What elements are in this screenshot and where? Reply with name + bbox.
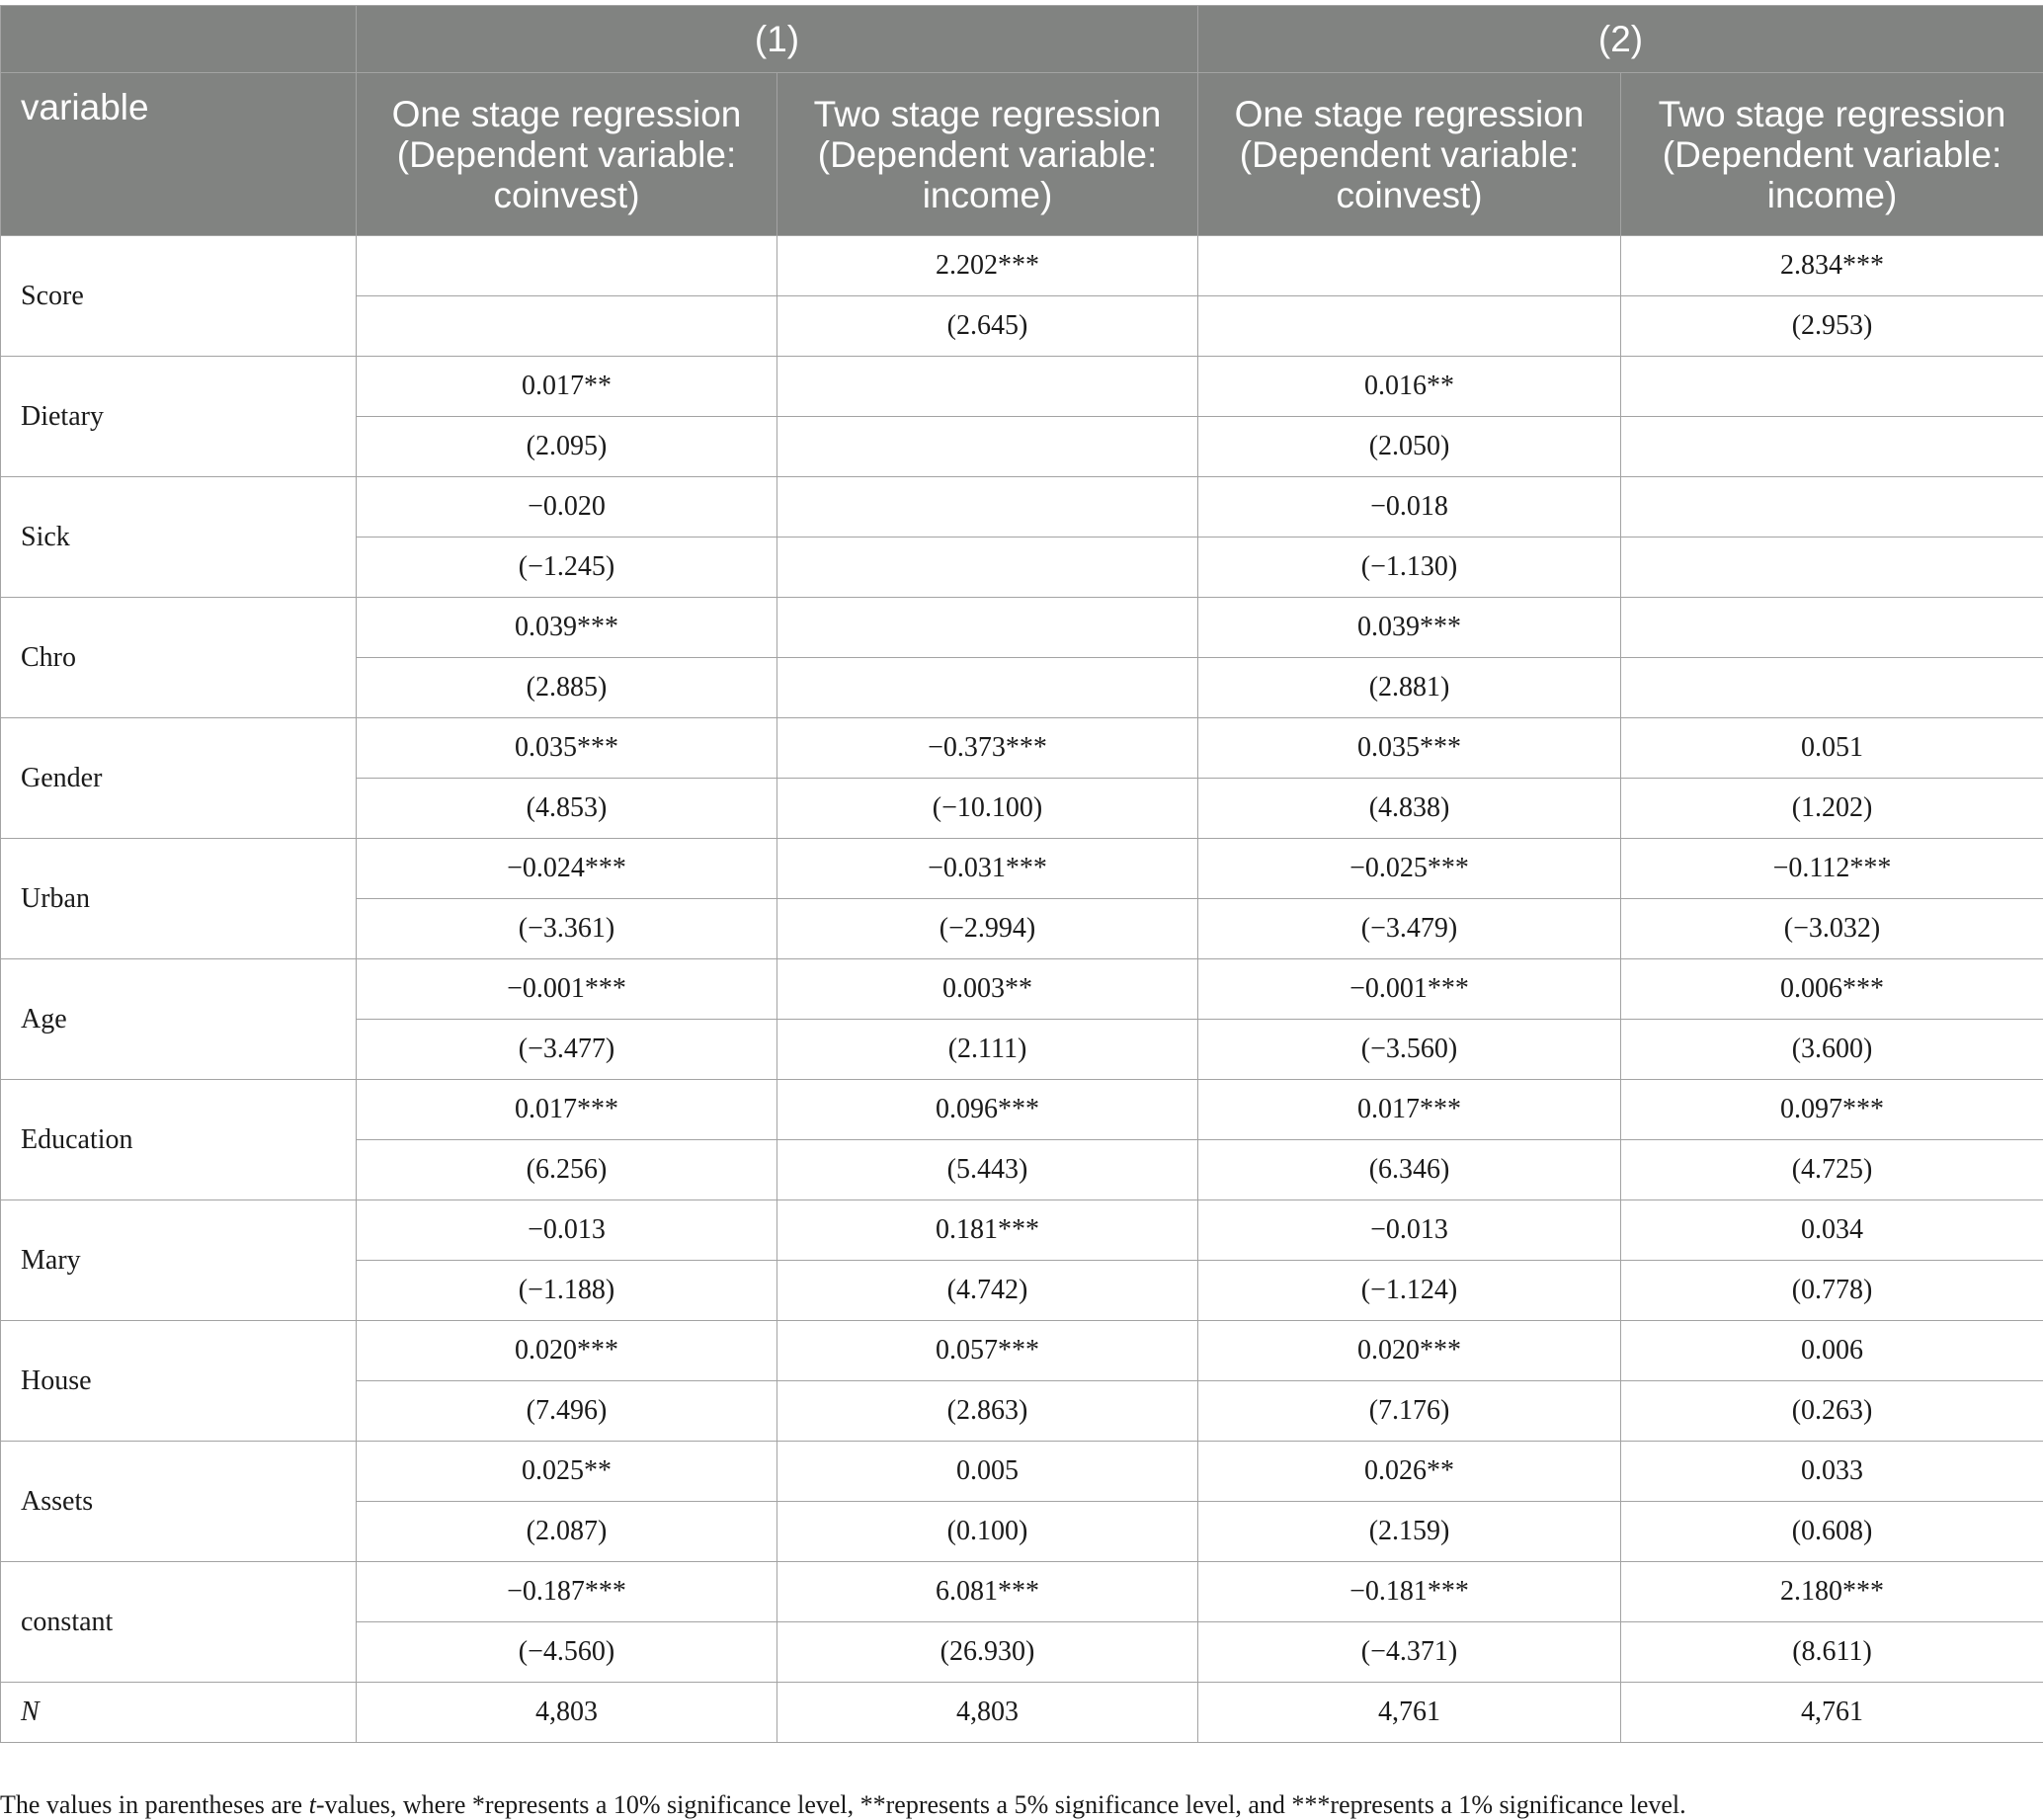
coefficient-cell: 0.026** bbox=[1198, 1442, 1621, 1502]
observations-label: N bbox=[1, 1683, 357, 1743]
row-label: constant bbox=[1, 1562, 357, 1683]
t-value-cell: (−2.994) bbox=[777, 899, 1198, 959]
table-row bbox=[1, 598, 2043, 658]
t-value-cell: (−1.130) bbox=[1198, 538, 1621, 598]
coefficient-cell: 0.003** bbox=[777, 959, 1198, 1020]
coefficient-cell: 0.035*** bbox=[1198, 718, 1621, 779]
t-value-cell bbox=[1198, 296, 1621, 357]
t-value-cell: (−10.100) bbox=[777, 779, 1198, 839]
t-value-cell: (−3.560) bbox=[1198, 1020, 1621, 1080]
coefficient-cell bbox=[357, 236, 777, 296]
table-row bbox=[1, 959, 2043, 1020]
t-value-cell: (2.645) bbox=[777, 296, 1198, 357]
observations-cell: 4,761 bbox=[1198, 1683, 1621, 1743]
t-value-cell: (2.953) bbox=[1621, 296, 2043, 357]
t-value-cell: (4.725) bbox=[1621, 1140, 2043, 1200]
observations-cell: 4,803 bbox=[777, 1683, 1198, 1743]
table-footnote bbox=[0, 1790, 2043, 1820]
table-body bbox=[1, 236, 2043, 1743]
coefficient-cell: 6.081*** bbox=[777, 1562, 1198, 1622]
coefficient-cell: −0.018 bbox=[1198, 477, 1621, 538]
coefficient-cell: 0.005 bbox=[777, 1442, 1198, 1502]
coefficient-cell: −0.020 bbox=[357, 477, 777, 538]
column-header-4-line-3: income) bbox=[1767, 175, 1898, 215]
t-value-cell: (26.930) bbox=[777, 1622, 1198, 1683]
coefficient-cell: 0.020*** bbox=[1198, 1321, 1621, 1381]
coefficient-cell bbox=[1198, 236, 1621, 296]
table-row bbox=[1, 357, 2043, 417]
row-label: Sick bbox=[1, 477, 357, 598]
coefficient-cell: 0.006*** bbox=[1621, 959, 2043, 1020]
group-header-row bbox=[1, 6, 2043, 73]
coefficient-cell: 0.017*** bbox=[1198, 1080, 1621, 1140]
t-value-cell: (2.885) bbox=[357, 658, 777, 718]
t-value-cell: (2.095) bbox=[357, 417, 777, 477]
t-value-cell: (0.263) bbox=[1621, 1381, 2043, 1442]
row-label: Score bbox=[1, 236, 357, 357]
column-header-2-line-2: (Dependent variable: bbox=[818, 134, 1158, 175]
t-value-cell: (−1.124) bbox=[1198, 1261, 1621, 1321]
t-value-cell: (7.176) bbox=[1198, 1381, 1621, 1442]
row-label: Urban bbox=[1, 839, 357, 959]
footnote-text-start: The values in parentheses are bbox=[0, 1790, 309, 1819]
table-row bbox=[1, 1562, 2043, 1622]
t-value-cell: (0.100) bbox=[777, 1502, 1198, 1562]
coefficient-cell: −0.024*** bbox=[357, 839, 777, 899]
t-value-cell: (2.863) bbox=[777, 1381, 1198, 1442]
coefficient-cell bbox=[1621, 598, 2043, 658]
coefficient-cell: 0.034 bbox=[1621, 1200, 2043, 1261]
group-header-1: (1) bbox=[357, 6, 1198, 73]
t-value-cell: (4.742) bbox=[777, 1261, 1198, 1321]
coefficient-cell: −0.181*** bbox=[1198, 1562, 1621, 1622]
t-value-cell: (−3.479) bbox=[1198, 899, 1621, 959]
coefficient-cell: −0.001*** bbox=[357, 959, 777, 1020]
table-row bbox=[1, 839, 2043, 899]
coefficient-cell: −0.031*** bbox=[777, 839, 1198, 899]
table-row bbox=[1, 1080, 2043, 1140]
column-header-2-line-1: Two stage regression bbox=[814, 94, 1162, 134]
coefficient-cell: −0.025*** bbox=[1198, 839, 1621, 899]
coefficient-cell: 2.180*** bbox=[1621, 1562, 2043, 1622]
table-row bbox=[1, 1442, 2043, 1502]
coefficient-cell bbox=[777, 477, 1198, 538]
t-value-cell: (−4.371) bbox=[1198, 1622, 1621, 1683]
coefficient-cell: −0.373*** bbox=[777, 718, 1198, 779]
t-value-cell: (7.496) bbox=[357, 1381, 777, 1442]
coefficient-cell: −0.187*** bbox=[357, 1562, 777, 1622]
column-header-1-line-2: (Dependent variable: bbox=[397, 134, 737, 175]
coefficient-cell: 0.017*** bbox=[357, 1080, 777, 1140]
row-label: Chro bbox=[1, 598, 357, 718]
t-value-cell bbox=[1621, 538, 2043, 598]
column-header-1 bbox=[357, 73, 777, 236]
row-label: Dietary bbox=[1, 357, 357, 477]
coefficient-cell: −0.013 bbox=[1198, 1200, 1621, 1261]
t-value-cell: (−3.477) bbox=[357, 1020, 777, 1080]
t-value-cell: (−4.560) bbox=[357, 1622, 777, 1683]
t-value-cell: (−1.188) bbox=[357, 1261, 777, 1321]
row-label: House bbox=[1, 1321, 357, 1442]
coefficient-cell bbox=[777, 357, 1198, 417]
t-value-cell: (0.608) bbox=[1621, 1502, 2043, 1562]
column-header-1-line-3: coinvest) bbox=[493, 175, 639, 215]
column-header-3-line-2: (Dependent variable: bbox=[1240, 134, 1580, 175]
coefficient-cell: 2.834*** bbox=[1621, 236, 2043, 296]
t-value-cell: (3.600) bbox=[1621, 1020, 2043, 1080]
coefficient-cell: 0.051 bbox=[1621, 718, 2043, 779]
variable-header: variable bbox=[1, 73, 357, 236]
coefficient-cell: 0.020*** bbox=[357, 1321, 777, 1381]
t-value-cell: (4.853) bbox=[357, 779, 777, 839]
t-value-cell: (4.838) bbox=[1198, 779, 1621, 839]
row-label: Mary bbox=[1, 1200, 357, 1321]
coefficient-cell: −0.013 bbox=[357, 1200, 777, 1261]
observations-cell: 4,803 bbox=[357, 1683, 777, 1743]
table-row bbox=[1, 236, 2043, 296]
coefficient-cell: −0.112*** bbox=[1621, 839, 2043, 899]
t-value-cell: (2.159) bbox=[1198, 1502, 1621, 1562]
coefficient-cell: 0.035*** bbox=[357, 718, 777, 779]
header-corner bbox=[1, 6, 357, 73]
coefficient-cell: 0.017** bbox=[357, 357, 777, 417]
footnote-text-end: -values, where *represents a 10% significance level, **represents a 5% significance level, and ***represents a 1% significance level. bbox=[316, 1790, 1686, 1819]
table-row bbox=[1, 1200, 2043, 1261]
regression-table bbox=[0, 5, 2043, 1743]
coefficient-cell: 0.016** bbox=[1198, 357, 1621, 417]
t-value-cell bbox=[357, 296, 777, 357]
t-value-cell bbox=[777, 538, 1198, 598]
t-value-cell: (2.050) bbox=[1198, 417, 1621, 477]
t-value-cell: (−3.032) bbox=[1621, 899, 2043, 959]
coefficient-cell: 0.039*** bbox=[357, 598, 777, 658]
column-header-4-line-2: (Dependent variable: bbox=[1663, 134, 2002, 175]
t-value-cell: (−3.361) bbox=[357, 899, 777, 959]
column-header-1-line-1: One stage regression bbox=[392, 94, 742, 134]
t-value-cell bbox=[1621, 417, 2043, 477]
column-header-2 bbox=[777, 73, 1198, 236]
coefficient-cell: 0.181*** bbox=[777, 1200, 1198, 1261]
table-row bbox=[1, 477, 2043, 538]
t-value-cell bbox=[777, 658, 1198, 718]
t-value-cell: (1.202) bbox=[1621, 779, 2043, 839]
observations-cell: 4,761 bbox=[1621, 1683, 2043, 1743]
column-header-3-line-1: One stage regression bbox=[1235, 94, 1585, 134]
row-label: Age bbox=[1, 959, 357, 1080]
t-value-cell: (8.611) bbox=[1621, 1622, 2043, 1683]
t-value-cell: (6.346) bbox=[1198, 1140, 1621, 1200]
table-row bbox=[1, 1321, 2043, 1381]
t-value-cell: (5.443) bbox=[777, 1140, 1198, 1200]
t-value-cell: (2.087) bbox=[357, 1502, 777, 1562]
row-label: Assets bbox=[1, 1442, 357, 1562]
group-header-2: (2) bbox=[1198, 6, 2043, 73]
t-value-cell bbox=[777, 417, 1198, 477]
t-value-cell: (2.881) bbox=[1198, 658, 1621, 718]
coefficient-cell: 0.097*** bbox=[1621, 1080, 2043, 1140]
column-header-row bbox=[1, 73, 2043, 236]
footnote-italic-t: t bbox=[309, 1790, 316, 1819]
coefficient-cell: 0.057*** bbox=[777, 1321, 1198, 1381]
t-value-cell: (6.256) bbox=[357, 1140, 777, 1200]
row-label: Education bbox=[1, 1080, 357, 1200]
coefficient-cell: 0.025** bbox=[357, 1442, 777, 1502]
column-header-3-line-3: coinvest) bbox=[1336, 175, 1482, 215]
coefficient-cell: 0.033 bbox=[1621, 1442, 2043, 1502]
t-value-cell bbox=[1621, 658, 2043, 718]
column-header-4-line-1: Two stage regression bbox=[1659, 94, 2006, 134]
t-value-cell: (0.778) bbox=[1621, 1261, 2043, 1321]
coefficient-cell: 2.202*** bbox=[777, 236, 1198, 296]
row-label: Gender bbox=[1, 718, 357, 839]
column-header-4 bbox=[1621, 73, 2043, 236]
column-header-2-line-3: income) bbox=[923, 175, 1053, 215]
table-row bbox=[1, 718, 2043, 779]
t-value-cell: (2.111) bbox=[777, 1020, 1198, 1080]
coefficient-cell: 0.039*** bbox=[1198, 598, 1621, 658]
coefficient-cell bbox=[1621, 477, 2043, 538]
observations-row bbox=[1, 1683, 2043, 1743]
coefficient-cell: 0.006 bbox=[1621, 1321, 2043, 1381]
coefficient-cell: 0.096*** bbox=[777, 1080, 1198, 1140]
coefficient-cell: −0.001*** bbox=[1198, 959, 1621, 1020]
column-header-3 bbox=[1198, 73, 1621, 236]
t-value-cell: (−1.245) bbox=[357, 538, 777, 598]
coefficient-cell bbox=[1621, 357, 2043, 417]
coefficient-cell bbox=[777, 598, 1198, 658]
